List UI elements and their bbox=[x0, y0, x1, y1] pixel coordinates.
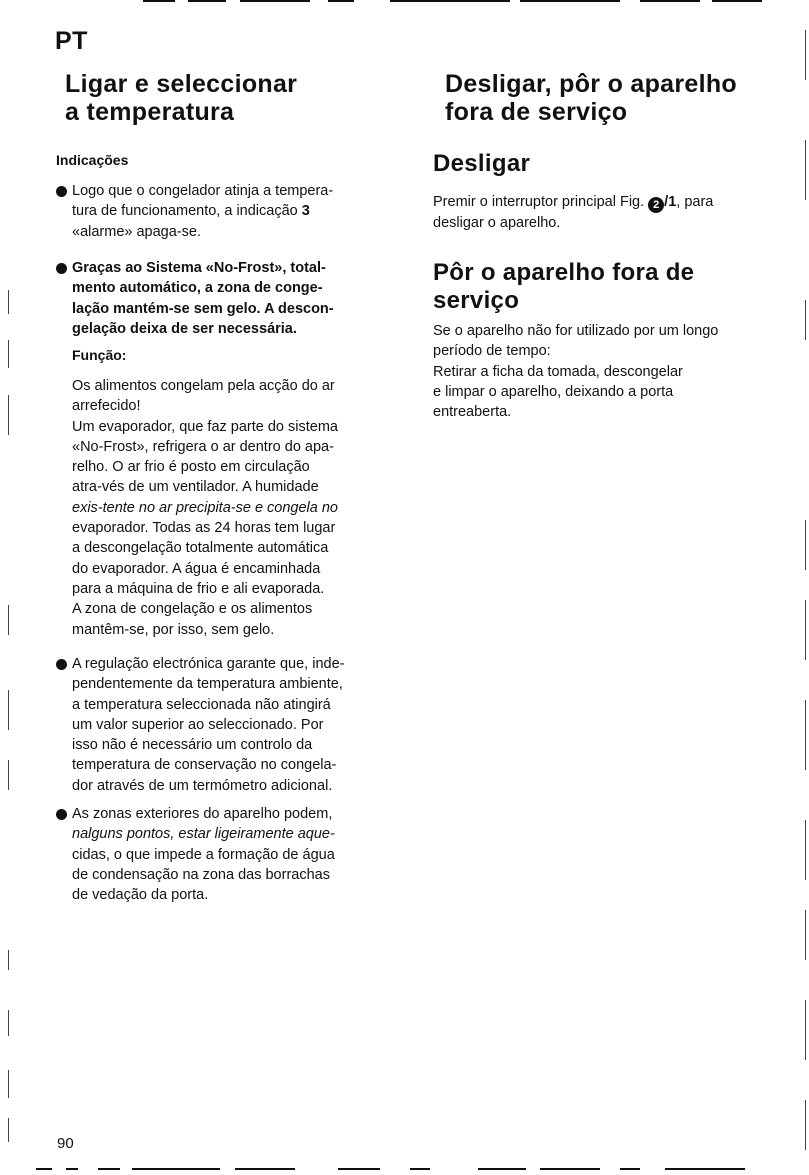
left-margin-line-8 bbox=[8, 1010, 9, 1036]
funcao-line: atra-vés de um ventilador. A humidade bbox=[72, 479, 319, 496]
bottom-rule-10 bbox=[620, 1168, 640, 1170]
por-line: período de tempo: bbox=[433, 343, 551, 360]
por-line: e limpar o aparelho, deixando a porta bbox=[433, 383, 674, 400]
bullet-4-icon bbox=[56, 809, 67, 820]
right-margin-line-8 bbox=[805, 910, 806, 960]
left-margin-line-10 bbox=[8, 1118, 9, 1142]
left-title-line-1: Ligar e seleccionar bbox=[65, 70, 298, 98]
bottom-rule-1 bbox=[36, 1168, 52, 1170]
left-margin-line-4 bbox=[8, 605, 9, 635]
desligar-line-1-text: Premir o interruptor principal Fig. bbox=[433, 194, 649, 210]
bottom-rule-4 bbox=[132, 1168, 220, 1170]
top-rule-3 bbox=[240, 0, 310, 2]
bullet-3-text bbox=[72, 654, 344, 796]
bullet-2-icon bbox=[56, 263, 67, 274]
por-line: Retirar a ficha da tomada, descongelar bbox=[433, 363, 683, 380]
right-title bbox=[445, 70, 737, 126]
desligar-line-2: desligar o aparelho. bbox=[433, 215, 561, 231]
left-title bbox=[65, 70, 297, 126]
top-rule-2 bbox=[188, 0, 226, 2]
por-fora-de-servico-heading bbox=[433, 259, 694, 315]
por-heading-line-2: serviço bbox=[433, 287, 520, 314]
funcao-line: Os alimentos congelam pela acção do ar bbox=[72, 378, 335, 394]
bullet-4-line: de condensação na zona das borrachas bbox=[72, 866, 330, 883]
right-margin-line-6 bbox=[805, 700, 806, 770]
funcao-line: relho. O ar frio é posto em circulação bbox=[72, 459, 310, 476]
right-margin-line-2 bbox=[805, 140, 806, 200]
bullet-2-line-3: lação mantém-se sem gelo. A descon- bbox=[72, 300, 334, 317]
por-line: entreaberta. bbox=[433, 404, 512, 421]
bullet-3-line: pendentemente da temperatura ambiente, bbox=[72, 676, 343, 693]
bottom-rule-5 bbox=[235, 1168, 295, 1170]
funcao-line: mantêm-se, por isso, sem gelo. bbox=[72, 621, 275, 638]
funcao-line: arrefecido! bbox=[72, 398, 141, 415]
bottom-rule-6 bbox=[338, 1168, 380, 1170]
left-margin-line-2 bbox=[8, 340, 9, 368]
bullet-4-line: de vedação da porta. bbox=[72, 887, 209, 904]
bullet-1-line-2 bbox=[72, 201, 333, 221]
bullet-4-line: As zonas exteriores do aparelho podem, bbox=[72, 806, 333, 822]
bottom-rule-3 bbox=[98, 1168, 120, 1170]
bullet-4-line: nalguns pontos, estar ligeiramente aque- bbox=[72, 826, 335, 843]
top-rule-8 bbox=[712, 0, 762, 2]
bullet-3-line: temperatura de conservação no congela- bbox=[72, 757, 337, 774]
right-margin-line-9 bbox=[805, 1000, 806, 1060]
bottom-rule-11 bbox=[665, 1168, 745, 1170]
indicacoes-subheading: Indicações bbox=[56, 152, 129, 168]
funcao-line: do evaporador. A água é encaminhada bbox=[72, 560, 321, 577]
por-paragraph bbox=[433, 321, 718, 422]
bottom-rule-7 bbox=[410, 1168, 430, 1170]
desligar-heading: Desligar bbox=[433, 150, 531, 177]
bullet-4-text bbox=[72, 804, 335, 905]
left-margin-line-5 bbox=[8, 690, 9, 730]
top-rule-7 bbox=[640, 0, 700, 2]
left-margin-line-1 bbox=[8, 290, 9, 314]
right-title-line-2: fora de serviço bbox=[445, 98, 628, 126]
por-heading-line-1: Pôr o aparelho fora de bbox=[433, 259, 695, 286]
funcao-line: a descongelação totalmente automática bbox=[72, 540, 329, 557]
desligar-line-1 bbox=[433, 192, 713, 213]
right-margin-line-4 bbox=[805, 520, 806, 570]
bottom-rule-8 bbox=[478, 1168, 526, 1170]
funcao-line: A zona de congelação e os alimentos bbox=[72, 601, 313, 618]
top-rule-1 bbox=[143, 0, 175, 2]
funcao-line: «No-Frost», refrigera o ar dentro do apa- bbox=[72, 438, 334, 455]
funcao-paragraph bbox=[72, 376, 338, 640]
bullet-3-line: a temperatura seleccionada não atingirá bbox=[72, 696, 331, 713]
indicator-number: 3 bbox=[301, 203, 310, 220]
right-margin-line-7 bbox=[805, 820, 806, 880]
right-margin-line-5 bbox=[805, 600, 806, 660]
right-title-line-1: Desligar, pôr o aparelho bbox=[445, 70, 738, 98]
left-margin-line-7 bbox=[8, 950, 9, 970]
bottom-rule-9 bbox=[540, 1168, 600, 1170]
bullet-2-text bbox=[72, 258, 334, 339]
funcao-label: Função: bbox=[72, 347, 127, 363]
bullet-4-line: cidas, o que impede a formação de água bbox=[72, 846, 335, 863]
bullet-1-line-1: Logo que o congelador atinja a tempera- bbox=[72, 183, 334, 199]
bullet-3-icon bbox=[56, 659, 67, 670]
bottom-rule-2 bbox=[66, 1168, 78, 1170]
language-tag: PT bbox=[55, 27, 88, 55]
page-number: 90 bbox=[57, 1135, 74, 1152]
bullet-3-line: um valor superior ao seleccionado. Por bbox=[72, 716, 324, 733]
funcao-line: para a máquina de frio e ali evaporada. bbox=[72, 580, 325, 597]
right-margin-line-3 bbox=[805, 300, 806, 340]
top-rule-4 bbox=[328, 0, 354, 2]
left-margin-line-6 bbox=[8, 760, 9, 790]
bullet-1-line-2-text: tura de funcionamento, a indicação bbox=[72, 203, 302, 220]
top-rule-6 bbox=[520, 0, 620, 2]
funcao-line: evaporador. Todas as 24 horas tem lugar bbox=[72, 520, 336, 537]
left-margin-line-9 bbox=[8, 1070, 9, 1098]
funcao-line: exis-tente no ar precipita-se e congela no bbox=[72, 499, 338, 516]
bullet-1-text bbox=[72, 181, 333, 242]
left-margin-line-3 bbox=[8, 395, 9, 435]
right-margin-line-1 bbox=[805, 30, 806, 80]
por-line: Se o aparelho não for utilizado por um longo bbox=[433, 323, 719, 339]
bullet-3-line: dor através de um termómetro adicional. bbox=[72, 777, 333, 794]
bullet-2-line-1: Graças ao Sistema «No-Frost», total- bbox=[72, 260, 326, 276]
figure-item-number: /1 bbox=[664, 194, 677, 210]
right-margin-line-10 bbox=[805, 1100, 806, 1150]
desligar-line-1-suffix: , para bbox=[676, 194, 714, 210]
bullet-1-icon bbox=[56, 186, 67, 197]
top-rule-5 bbox=[390, 0, 510, 2]
figure-number-badge: 2 bbox=[648, 197, 664, 213]
bullet-3-line: isso não é necessário um controlo da bbox=[72, 737, 313, 754]
bullet-2-line-4: gelação deixa de ser necessária. bbox=[72, 320, 297, 337]
bullet-2-line-2: mento automático, a zona de conge- bbox=[72, 280, 323, 297]
desligar-paragraph bbox=[433, 192, 713, 233]
bullet-3-line: A regulação electrónica garante que, inde- bbox=[72, 656, 345, 672]
funcao-line: Um evaporador, que faz parte do sistema bbox=[72, 418, 338, 435]
bullet-1-line-3: «alarme» apaga-se. bbox=[72, 223, 201, 240]
left-title-line-2: a temperatura bbox=[65, 98, 235, 126]
